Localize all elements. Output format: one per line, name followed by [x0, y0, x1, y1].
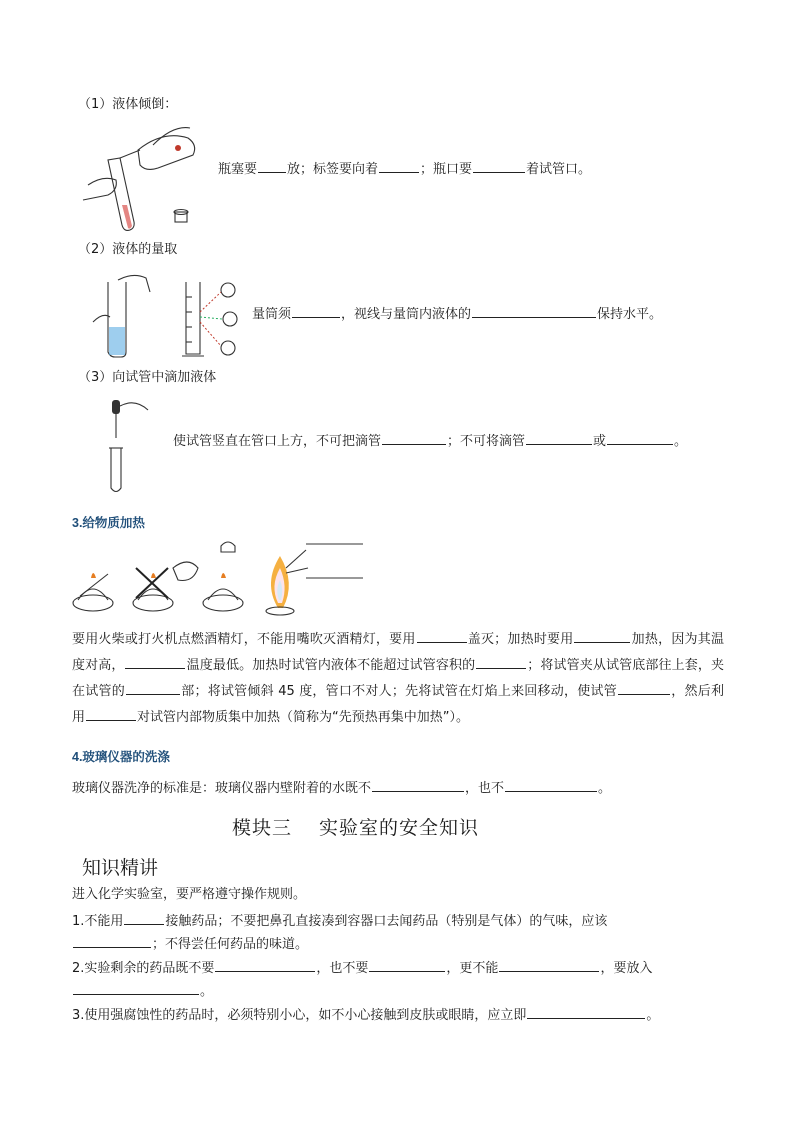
- drop-liquid-text: 使试管竖直在管口上方，不可把滴管 ；不可将滴管 或 。: [173, 430, 687, 452]
- heating-paragraph: 要用火柴或打火机点燃酒精灯，不能用嘴吹灭酒精灯，要用 盖灭；加热时要用 加热，因为其温度对高， 温度最低。加热时试管内液体不能超过试管容积的 ；将试管夹从试管底部往上套，夹在试管的 部；将试管倾斜 45 度，管口不对人；先将试管在灯焰上来回移动，使试管 ，然后利用 对试管内部物质集中加热（简称为“先预热再集中加热”）。: [72, 627, 724, 731]
- rule-2-line-2: 。: [72, 980, 213, 1002]
- liquid-pour-illustration: [78, 120, 208, 235]
- washing-heading: 4.玻璃仪器的洗涤: [72, 750, 170, 764]
- liquid-pour-heading: （1）液体倾倒：: [78, 97, 178, 112]
- rule-2-line-1: 2.实验剩余的药品既不要 ，也不要 ，更不能 ，要放入: [72, 957, 652, 979]
- rule-3: 3.使用强腐蚀性的药品时，必须特别小心，如不小心接触到皮肤或眼睛，应立即 。: [72, 1004, 659, 1026]
- washing-text: 玻璃仪器洗净的标准是：玻璃仪器内壁附着的水既不 ，也不 。: [72, 777, 611, 799]
- drop-liquid-heading: （3）向试管中滴加液体: [78, 370, 217, 385]
- graduated-cylinder-illustration: [88, 272, 248, 362]
- knowledge-heading: 知识精讲: [82, 857, 159, 879]
- heating-heading: 3.给物质加热: [72, 516, 145, 530]
- liquid-measure-heading: （2）液体的量取: [78, 242, 178, 257]
- knowledge-intro: 进入化学实验室，要严格遵守操作规则。: [72, 887, 307, 902]
- rule-1-line-1: 1.不能用 接触药品；不要把鼻孔直接凑到容器口去闻药品（特别是气体）的气味，应该: [72, 910, 607, 932]
- liquid-measure-text: 量筒须 ，视线与量筒内液体的 保持水平。: [252, 303, 662, 325]
- rule-1-line-2: ；不得尝任何药品的味道。: [72, 933, 308, 955]
- dropper-test-tube-illustration: [100, 398, 160, 498]
- alcohol-lamp-illustration: [68, 538, 368, 618]
- module-title: 模块三 实验室的安全知识: [232, 817, 480, 839]
- liquid-pour-text: 瓶塞要 放；标签要向着 ；瓶口要 着试管口。: [218, 158, 591, 180]
